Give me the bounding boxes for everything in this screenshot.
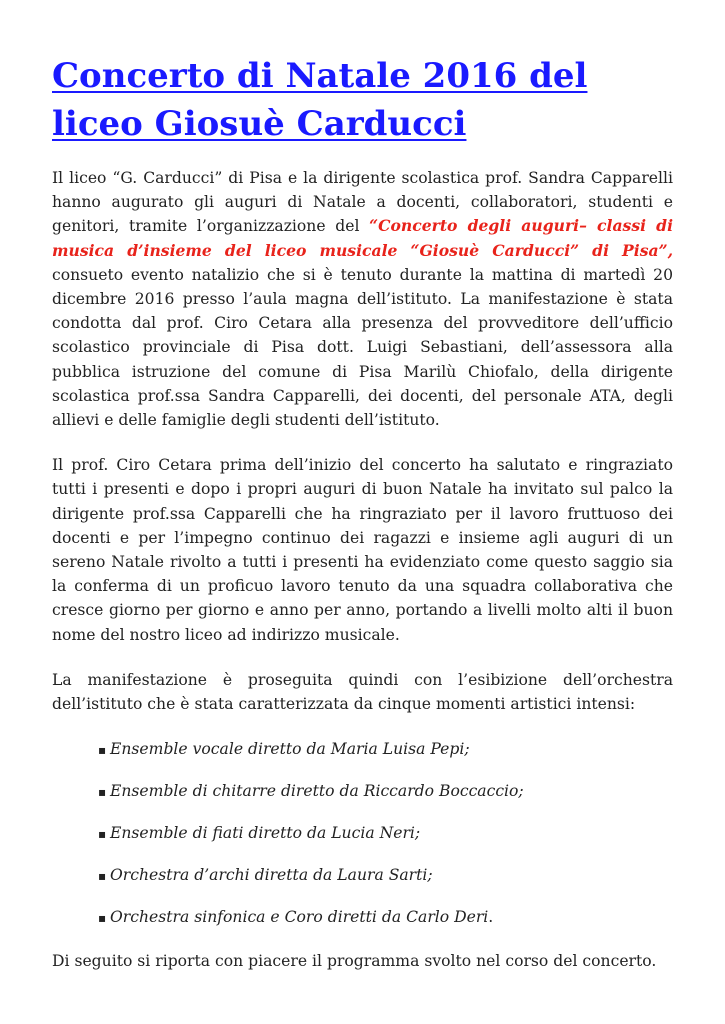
list-item-text: Ensemble di fiati diretto da Lucia Neri; <box>110 824 421 843</box>
performance-intro-paragraph: La manifestazione è proseguita quindi con l’esibizione dell’orchestra dell’istituto che è stata caratterizzata da cinque momenti artistici intensi: <box>52 670 673 714</box>
bullet-icon: ▪ <box>98 911 107 926</box>
list-item-text: Ensemble di chitarre diretto da Riccardo Boccaccio; <box>110 782 524 801</box>
list-item-text: Ensemble vocale diretto da Maria Luisa Pepi; <box>110 740 470 759</box>
list-item <box>98 905 673 930</box>
intro-paragraph <box>52 166 673 432</box>
ensemble-list <box>52 737 673 930</box>
list-item <box>98 737 673 762</box>
bullet-icon: ▪ <box>98 785 107 800</box>
list-item <box>98 779 673 804</box>
intro-text-before: Il liceo “G. Carducci” di Pisa e la dirigente scolastica prof. Sandra Capparelli hanno augurato gli auguri di Natale a docenti, collaboratori, studenti e genitori, tramite l’organizzazione del <box>52 169 673 236</box>
concert-name-highlight: “Concerto degli auguri– classi di musica d’insieme del liceo musicale “Giosuè Carducci” di Pisa”, <box>52 216 673 260</box>
article-title-link[interactable]: Concerto di Natale 2016 del liceo Giosuè Carducci <box>52 56 588 144</box>
list-item-trailing-period: . <box>488 908 494 927</box>
program-paragraph: Di seguito si riporta con piacere il programma svolto nel corso del concerto. <box>52 952 657 971</box>
speech-paragraph: Il prof. Ciro Cetara prima dell’inizio del concerto ha salutato e ringraziato tutti i presenti e dopo i propri auguri di buon Natale ha invitato sul palco la dirigente prof.ssa Capparelli che ha ringraziato per il lavoro fruttuoso dei docenti e per l’impegno continuo dei ragazzi e insieme agli auguri di un sereno Natale rivolto a tutti i presenti ha evidenziato come questo saggio sia la conferma di un proficuo lavoro tenuto da una squadra collaborativa che cresce giorno per giorno e anno per anno, portando a livelli molto alti il buon nome del nostro liceo ad indirizzo musicale. <box>52 456 673 644</box>
list-item-text: Orchestra d’archi diretta da Laura Sarti; <box>110 866 433 885</box>
bullet-icon: ▪ <box>98 743 107 758</box>
bullet-icon: ▪ <box>98 869 107 884</box>
list-item-text: Orchestra sinfonica e Coro diretti da Carlo Deri <box>110 908 489 927</box>
bullet-icon: ▪ <box>98 827 107 842</box>
list-item <box>98 821 673 846</box>
list-item <box>98 863 673 888</box>
intro-text-after: consueto evento natalizio che si è tenuto durante la mattina di martedì 20 dicembre 2016 presso l’aula magna dell’istituto. La manifestazione è stata condotta dal prof. Ciro Cetara alla presenza del provveditore dell’ufficio scolastico provinciale di Pisa dott. Luigi Sebastiani, dell’assessora alla pubblica istruzione del comune di Pisa Marilù Chiofalo, della dirigente scolastica prof.ssa Sandra Capparelli, dei docenti, del personale ATA, degli allievi e delle famiglie degli studenti dell’istituto. <box>52 265 673 430</box>
